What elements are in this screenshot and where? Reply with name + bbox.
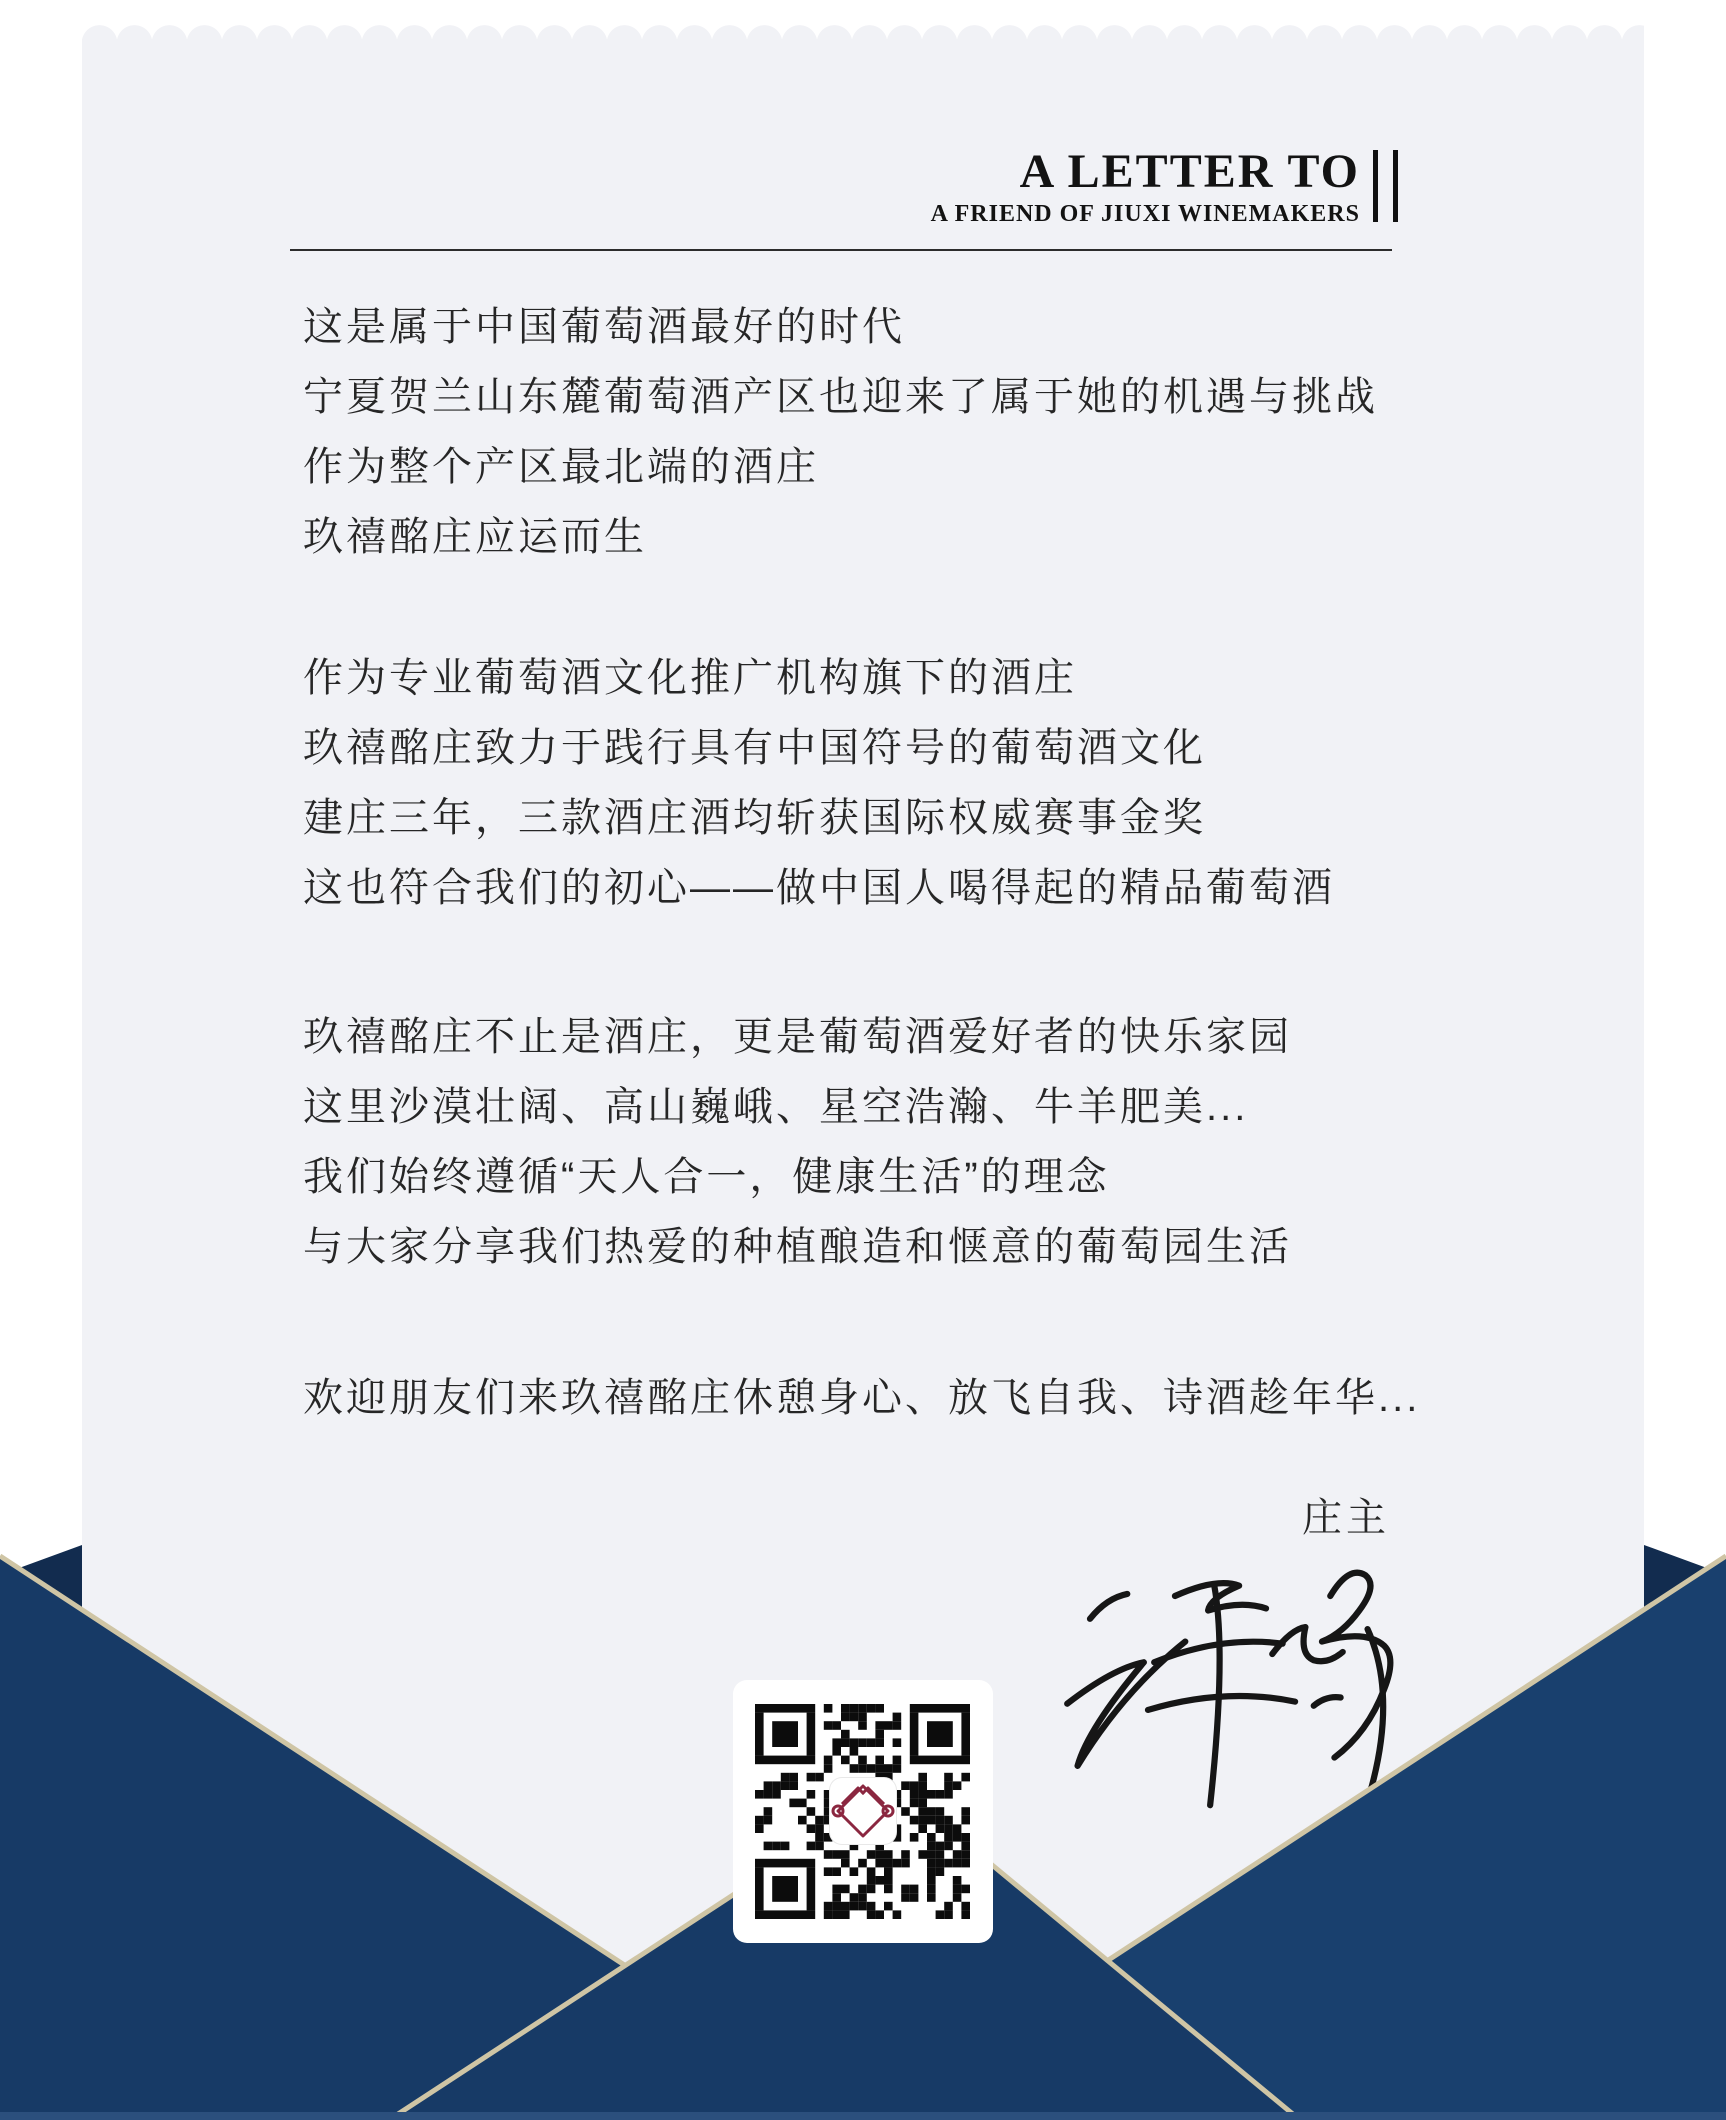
qr-center-logo bbox=[830, 1778, 896, 1844]
letter-line: 我们始终遵循“天人合一，健康生活”的理念 bbox=[303, 1155, 1110, 1199]
letter-line: 宁夏贺兰山东麓葡萄酒产区也迎来了属于她的机遇与挑战 bbox=[303, 375, 1378, 419]
paragraph-3 bbox=[303, 1002, 1483, 1282]
paragraph-4 bbox=[303, 1363, 1483, 1433]
double-bar-ornament bbox=[1373, 150, 1398, 222]
letter-line: 这里沙漠壮阔、高山巍峨、星空浩瀚、牛羊肥美... bbox=[303, 1085, 1249, 1129]
letter-line: 作为整个产区最北端的酒庄 bbox=[303, 445, 819, 489]
paper-scalloped-edge bbox=[82, 25, 1644, 43]
letter-line: 欢迎朋友们来玖禧酩庄休憩身心、放飞自我、诗酒趁年华... bbox=[303, 1376, 1421, 1420]
paragraph-2 bbox=[303, 643, 1483, 923]
letter-line: 玖禧酩庄致力于践行具有中国符号的葡萄酒文化 bbox=[303, 726, 1206, 770]
letter-line: 玖禧酩庄不止是酒庄，更是葡萄酒爱好者的快乐家园 bbox=[303, 1015, 1292, 1059]
envelope-bottom-band bbox=[0, 2112, 1726, 2120]
paragraph-1 bbox=[303, 292, 1483, 572]
header-subtitle: A FRIEND OF JIUXI WINEMAKERS bbox=[930, 201, 1360, 227]
header-title: A LETTER TO bbox=[1019, 145, 1360, 198]
letter-header bbox=[0, 145, 1360, 227]
header-divider-line bbox=[290, 249, 1392, 251]
qr-card bbox=[733, 1680, 993, 1943]
letter-line: 这也符合我们的初心——做中国人喝得起的精品葡萄酒 bbox=[303, 866, 1335, 910]
letter-line: 作为专业葡萄酒文化推广机构旗下的酒庄 bbox=[303, 656, 1077, 700]
letter-line: 玖禧酩庄应运而生 bbox=[303, 515, 647, 559]
closing-label: 庄主 bbox=[1302, 1496, 1390, 1540]
letter-line: 这是属于中国葡萄酒最好的时代 bbox=[303, 305, 905, 349]
letter-line: 与大家分享我们热爱的种植酿造和惬意的葡萄园生活 bbox=[303, 1225, 1292, 1269]
letter-line: 建庄三年，三款酒庄酒均斩获国际权威赛事金奖 bbox=[303, 796, 1206, 840]
